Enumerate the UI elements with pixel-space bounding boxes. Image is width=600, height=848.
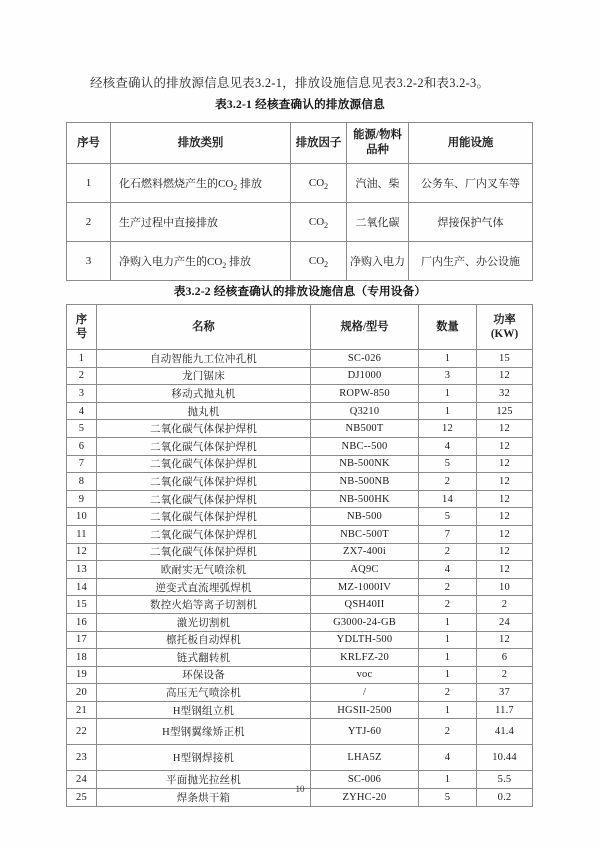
cell-qty: 1 xyxy=(419,701,477,719)
table-row xyxy=(67,508,533,526)
cell-qty: 1 xyxy=(419,666,477,684)
subscript: 2 xyxy=(324,260,329,270)
cell-qty: 7 xyxy=(419,525,477,543)
col-header-model: 规格/型号 xyxy=(311,305,419,350)
cell-model: DJ1000 xyxy=(311,367,419,385)
table-row xyxy=(67,649,533,667)
cell-name: 二氧化碳气体保护焊机 xyxy=(97,525,311,543)
cell-qty: 4 xyxy=(419,437,477,455)
cell-power: 41.4 xyxy=(477,719,533,745)
table-row xyxy=(67,561,533,579)
cell-name: 平面抛光拉丝机 xyxy=(97,771,311,789)
cell-power: 125 xyxy=(477,402,533,420)
cell-qty: 2 xyxy=(419,578,477,596)
table-row xyxy=(67,719,533,745)
col-header-factor: 排放因子 xyxy=(291,123,347,164)
cell-no: 5 xyxy=(67,420,97,438)
cell-qty: 2 xyxy=(419,473,477,491)
cell-model: KRLFZ-20 xyxy=(311,649,419,667)
table-2-header-row xyxy=(67,305,533,350)
table-1-caption: 表3.2-1 经核查确认的排放源信息 xyxy=(215,98,385,111)
table-row xyxy=(67,350,533,368)
cell-no: 17 xyxy=(67,631,97,649)
cell-no: 7 xyxy=(67,455,97,473)
cell-name: 欧耐实无气喷涂机 xyxy=(97,561,311,579)
cell-name: 檩托板自动焊机 xyxy=(97,631,311,649)
cell-name: H型钢焊接机 xyxy=(97,745,311,771)
cell-qty: 5 xyxy=(419,508,477,526)
cell-model: NB-500NK xyxy=(311,455,419,473)
cell-power: 6 xyxy=(477,649,533,667)
subscript: 2 xyxy=(324,182,329,192)
cell-no: 3 xyxy=(67,385,97,403)
cell-power: 12 xyxy=(477,631,533,649)
table-row xyxy=(67,402,533,420)
cell-energy: 净购入电力 xyxy=(347,242,409,281)
table-row xyxy=(67,242,533,281)
cell-name: 高压无气喷涂机 xyxy=(97,684,311,702)
cell-qty: 1 xyxy=(419,350,477,368)
cell-power: 2 xyxy=(477,666,533,684)
cell-facility: 公务车、厂内叉车等 xyxy=(409,164,533,203)
cell-power: 10 xyxy=(477,578,533,596)
cell-name: 二氧化碳气体保护焊机 xyxy=(97,473,311,491)
cell-model: SC-026 xyxy=(311,350,419,368)
cell-qty: 14 xyxy=(419,490,477,508)
cell-power: 12 xyxy=(477,437,533,455)
cell-model: NB500T xyxy=(311,420,419,438)
cell-name: 抛丸机 xyxy=(97,402,311,420)
cell-qty: 2 xyxy=(419,596,477,614)
col-header-category: 排放类别 xyxy=(111,123,291,164)
table-row xyxy=(67,543,533,561)
cell-qty: 2 xyxy=(419,719,477,745)
cell-model: NB-500NB xyxy=(311,473,419,491)
col-header-no xyxy=(67,305,97,350)
cell-qty: 1 xyxy=(419,631,477,649)
cell-model: ZYHC-20 xyxy=(311,789,419,807)
col-header-name: 名称 xyxy=(97,305,311,350)
cell-power: 32 xyxy=(477,385,533,403)
cell-no: 16 xyxy=(67,613,97,631)
cell-no: 21 xyxy=(67,701,97,719)
cell-model: SC-006 xyxy=(311,771,419,789)
cell-qty: 1 xyxy=(419,385,477,403)
cell-no: 23 xyxy=(67,745,97,771)
table-row xyxy=(67,525,533,543)
table-2-caption: 表3.2-2 经核查确认的排放设施信息（专用设备） xyxy=(173,285,427,298)
cell-model: NB-500HK xyxy=(311,490,419,508)
cell-power: 15 xyxy=(477,350,533,368)
cell-power: 12 xyxy=(477,367,533,385)
cell-model: G3000-24-GB xyxy=(311,613,419,631)
cell-no: 11 xyxy=(67,525,97,543)
cell-no: 10 xyxy=(67,508,97,526)
cell-facility: 焊接保护气体 xyxy=(409,203,533,242)
cell-name: 链式翻转机 xyxy=(97,649,311,667)
cell-model: LHA5Z xyxy=(311,745,419,771)
emission-source-table xyxy=(66,122,533,281)
table-row xyxy=(67,367,533,385)
table-1-header-row xyxy=(67,123,533,164)
table-row xyxy=(67,473,533,491)
cell-model: YTJ-60 xyxy=(311,719,419,745)
table-row xyxy=(67,596,533,614)
cell-power: 12 xyxy=(477,561,533,579)
cell-qty: 12 xyxy=(419,420,477,438)
cell-no: 9 xyxy=(67,490,97,508)
subscript: 2 xyxy=(233,183,238,193)
col-header-power xyxy=(477,305,533,350)
cell-qty: 1 xyxy=(419,613,477,631)
cell-no: 1 xyxy=(67,350,97,368)
table-row xyxy=(67,701,533,719)
cell-model: / xyxy=(311,684,419,702)
cell-power: 12 xyxy=(477,508,533,526)
cell-no: 25 xyxy=(67,789,97,807)
cell-qty: 4 xyxy=(419,561,477,579)
cell-power: 37 xyxy=(477,684,533,702)
cell-no: 12 xyxy=(67,543,97,561)
cell-qty: 2 xyxy=(419,543,477,561)
table-row xyxy=(67,490,533,508)
cell-power: 12 xyxy=(477,525,533,543)
cell-no: 15 xyxy=(67,596,97,614)
cell-model: QSH40II xyxy=(311,596,419,614)
cell-energy: 二氧化碳 xyxy=(347,203,409,242)
cell-model: ROPW-850 xyxy=(311,385,419,403)
col-header-power-line1: 功率 xyxy=(493,314,516,326)
table-row xyxy=(67,203,533,242)
cell-power: 5.5 xyxy=(477,771,533,789)
cell-energy: 汽油、柴 xyxy=(347,164,409,203)
cell-facility: 厂内生产、办公设施 xyxy=(409,242,533,281)
subscript: 2 xyxy=(324,221,329,231)
cell-power: 12 xyxy=(477,455,533,473)
cell-name: H型钢组立机 xyxy=(97,701,311,719)
cell-no: 14 xyxy=(67,578,97,596)
cell-no: 20 xyxy=(67,684,97,702)
cell-name: 焊条烘干箱 xyxy=(97,789,311,807)
cell-model: YDLTH-500 xyxy=(311,631,419,649)
cell-qty: 2 xyxy=(419,684,477,702)
table-row xyxy=(67,631,533,649)
cell-no: 13 xyxy=(67,561,97,579)
col-header-qty: 数量 xyxy=(419,305,477,350)
cell-model: voc xyxy=(311,666,419,684)
cell-power: 11.7 xyxy=(477,701,533,719)
cell-power: 2 xyxy=(477,596,533,614)
cell-power: 24 xyxy=(477,613,533,631)
cell-power: 0.2 xyxy=(477,789,533,807)
table-row xyxy=(67,613,533,631)
cell-name: 逆变式直流埋弧焊机 xyxy=(97,578,311,596)
table-row xyxy=(67,745,533,771)
cell-name: 环保设备 xyxy=(97,666,311,684)
cell-factor: $CO_2$ xyxy=(291,242,347,281)
cell-name: 二氧化碳气体保护焊机 xyxy=(97,508,311,526)
cell-name: 二氧化碳气体保护焊机 xyxy=(97,543,311,561)
cell-name: 二氧化碳气体保护焊机 xyxy=(97,437,311,455)
cell-power: 12 xyxy=(477,473,533,491)
subscript: 2 xyxy=(222,261,227,271)
cell-qty: 1 xyxy=(419,649,477,667)
cell-no: 8 xyxy=(67,473,97,491)
table-row xyxy=(67,164,533,203)
cell-qty: 1 xyxy=(419,771,477,789)
cell-category: 净购入电力产生的$CO_2$ 排放 xyxy=(111,242,291,281)
cell-name: H型钢翼缘矫正机 xyxy=(97,719,311,745)
cell-no: 1 xyxy=(67,164,111,203)
cell-model: NBC-500T xyxy=(311,525,419,543)
page-number: 10 xyxy=(295,784,305,794)
cell-name: 激光切割机 xyxy=(97,613,311,631)
cell-name: 二氧化碳气体保护焊机 xyxy=(97,420,311,438)
cell-no: 4 xyxy=(67,402,97,420)
cell-category: 化石燃料燃烧产生的$CO_2$ 排放 xyxy=(111,164,291,203)
cell-no: 22 xyxy=(67,719,97,745)
cell-name: 移动式抛丸机 xyxy=(97,385,311,403)
table-row xyxy=(67,666,533,684)
cell-model: HGSII-2500 xyxy=(311,701,419,719)
cell-no: 2 xyxy=(67,203,111,242)
cell-model: NBC--500 xyxy=(311,437,419,455)
cell-no: 19 xyxy=(67,666,97,684)
cell-name: 数控火焰等离子切割机 xyxy=(97,596,311,614)
table-row xyxy=(67,385,533,403)
cell-qty: 4 xyxy=(419,745,477,771)
cell-no: 2 xyxy=(67,367,97,385)
cell-no: 3 xyxy=(67,242,111,281)
cell-qty: 3 xyxy=(419,367,477,385)
cell-no: 6 xyxy=(67,437,97,455)
col-header-power-line2: (KW) xyxy=(490,328,519,340)
cell-model: AQ9C xyxy=(311,561,419,579)
cell-name: 龙门锯床 xyxy=(97,367,311,385)
cell-category: 生产过程中直接排放 xyxy=(111,203,291,242)
cell-power: 12 xyxy=(477,543,533,561)
table-row xyxy=(67,578,533,596)
cell-model: NB-500 xyxy=(311,508,419,526)
cell-qty: 1 xyxy=(419,402,477,420)
cell-name: 自动智能九工位冲孔机 xyxy=(97,350,311,368)
table-row xyxy=(67,684,533,702)
cell-factor: $CO_2$ xyxy=(291,164,347,203)
intro-paragraph: 经核查确认的排放源信息见表3.2-1，排放设施信息见表3.2-2和表3.2-3。 xyxy=(90,76,490,91)
cell-factor: $CO_2$ xyxy=(291,203,347,242)
cell-model: Q3210 xyxy=(311,402,419,420)
cell-qty: 5 xyxy=(419,455,477,473)
cell-name: 二氧化碳气体保护焊机 xyxy=(97,455,311,473)
cell-name: 二氧化碳气体保护焊机 xyxy=(97,490,311,508)
col-header-no-line2: 号 xyxy=(75,328,88,340)
cell-power: 10.44 xyxy=(477,745,533,771)
cell-qty: 5 xyxy=(419,789,477,807)
cell-model: MZ-1000IV xyxy=(311,578,419,596)
col-header-no: 序号 xyxy=(67,123,111,164)
emission-facility-table xyxy=(66,304,533,807)
table-row xyxy=(67,437,533,455)
cell-model: ZX7-400i xyxy=(311,543,419,561)
cell-no: 24 xyxy=(67,771,97,789)
col-header-energy: 能源/物料品种 xyxy=(347,123,409,164)
col-header-facility: 用能设施 xyxy=(409,123,533,164)
cell-power: 12 xyxy=(477,420,533,438)
cell-no: 18 xyxy=(67,649,97,667)
table-row xyxy=(67,455,533,473)
col-header-no-line1: 序 xyxy=(75,314,88,326)
cell-power: 12 xyxy=(477,490,533,508)
table-row xyxy=(67,420,533,438)
